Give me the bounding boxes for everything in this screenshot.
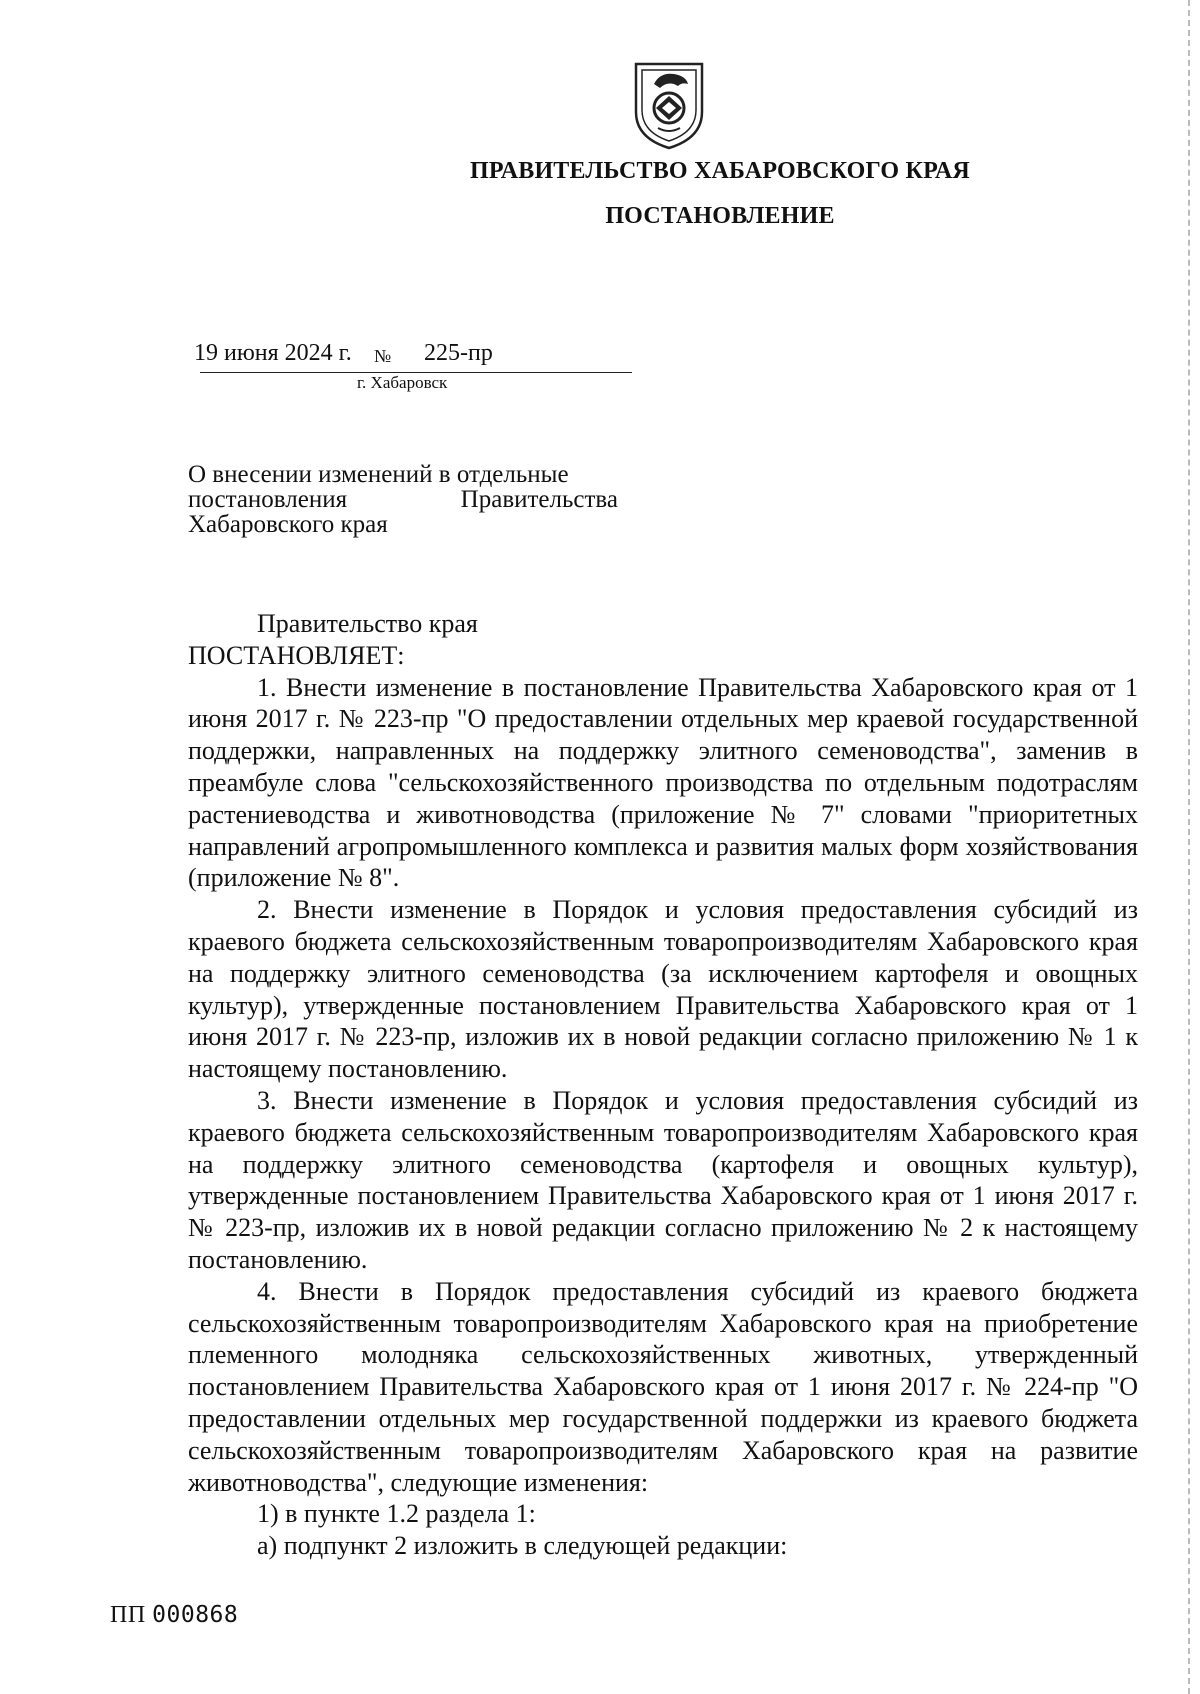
paragraph-5: 1) в пункте 1.2 раздела 1: xyxy=(257,1499,536,1529)
subject-line-2 xyxy=(188,487,618,512)
subject-line-3: Хабаровского края xyxy=(188,511,388,538)
subject-line-2-left: постановления xyxy=(188,486,348,513)
intro-resolves: ПОСТАНОВЛЯЕТ: xyxy=(188,640,405,670)
issuer-title: ПРАВИТЕЛЬСТВО ХАБАРОВСКОГО КРАЯ xyxy=(470,158,970,184)
date-number-line xyxy=(194,340,632,373)
document-number: 225-пр xyxy=(424,340,493,366)
number-sign: № xyxy=(374,346,392,366)
subject-block xyxy=(188,462,618,537)
coat-of-arms-icon xyxy=(630,60,708,150)
paragraph-1: 1. Внести изменение в постановление Правительства Хабаровского края от 1 июня 2017 г. № 223-пр "О предоставлении отдельных мер краевой государственной поддержки, направленных на поддержку элитного семеноводства", заменив в преамбуле слова "сельскохозяйственного производства по отдельным подотраслям растениеводства и животноводства (приложение № 7" словами "приоритетных направлений агропромышленного комплекса и развития малых форм хозяйствования (приложение № 8". xyxy=(188,672,1138,893)
subject-line-1: О внесении изменений в отдельные xyxy=(188,461,569,488)
intro-government: Правительство края xyxy=(257,609,478,638)
document-type: ПОСТАНОВЛЕНИЕ xyxy=(605,203,835,229)
page-edge xyxy=(1188,0,1190,1694)
serial-number: 000868 xyxy=(152,1602,239,1628)
paragraph-2: 2. Внести изменение в Порядок и условия предоставления субсидий из краевого бюджета сельскохозяйственным товаропроизводителям Хабаровского края на поддержку элитного семеноводства (за исключением картофеля и овощных культур), утвержденные постановлением Правительства Хабаровского края от 1 июня 2017 г. № 223-пр, изложив их в новой редакции согласно приложению № 1 к настоящему постановлению. xyxy=(188,895,1138,1084)
subject-line-2-right: Правительства xyxy=(460,486,618,513)
paragraph-6: а) подпункт 2 изложить в следующей редакции: xyxy=(257,1531,788,1561)
city: г. Хабаровск xyxy=(357,373,448,392)
document-body xyxy=(188,608,1138,1562)
form-serial xyxy=(110,1602,238,1629)
paragraph-3: 3. Внести изменение в Порядок и условия предоставления субсидий из краевого бюджета сельскохозяйственным товаропроизводителям Хабаровского края на поддержку элитного семеноводства (картофеля и овощных культур), утвержденные постановлением Правительства Хабаровского края от 1 июня 2017 г. № 223-пр, изложив их в новой редакции согласно приложению № 2 к настоящему постановлению. xyxy=(188,1085,1138,1274)
paragraph-4: 4. Внести в Порядок предоставления субсидий из краевого бюджета сельскохозяйственным товаропроизводителям Хабаровского края на приобретение племенного молодняка сельскохозяйственных животных, утвержденный постановлением Правительства Хабаровского края от 1 июня 2017 г. № 224-пр "О предоставлении отдельных мер государственной поддержки из краевого бюджета сельскохозяйственным товаропроизводителям Хабаровского края на развитие животноводства", следующие изменения: xyxy=(188,1276,1138,1497)
document-date: 19 июня 2024 г. xyxy=(194,340,352,366)
serial-series: ПП xyxy=(110,1602,146,1628)
